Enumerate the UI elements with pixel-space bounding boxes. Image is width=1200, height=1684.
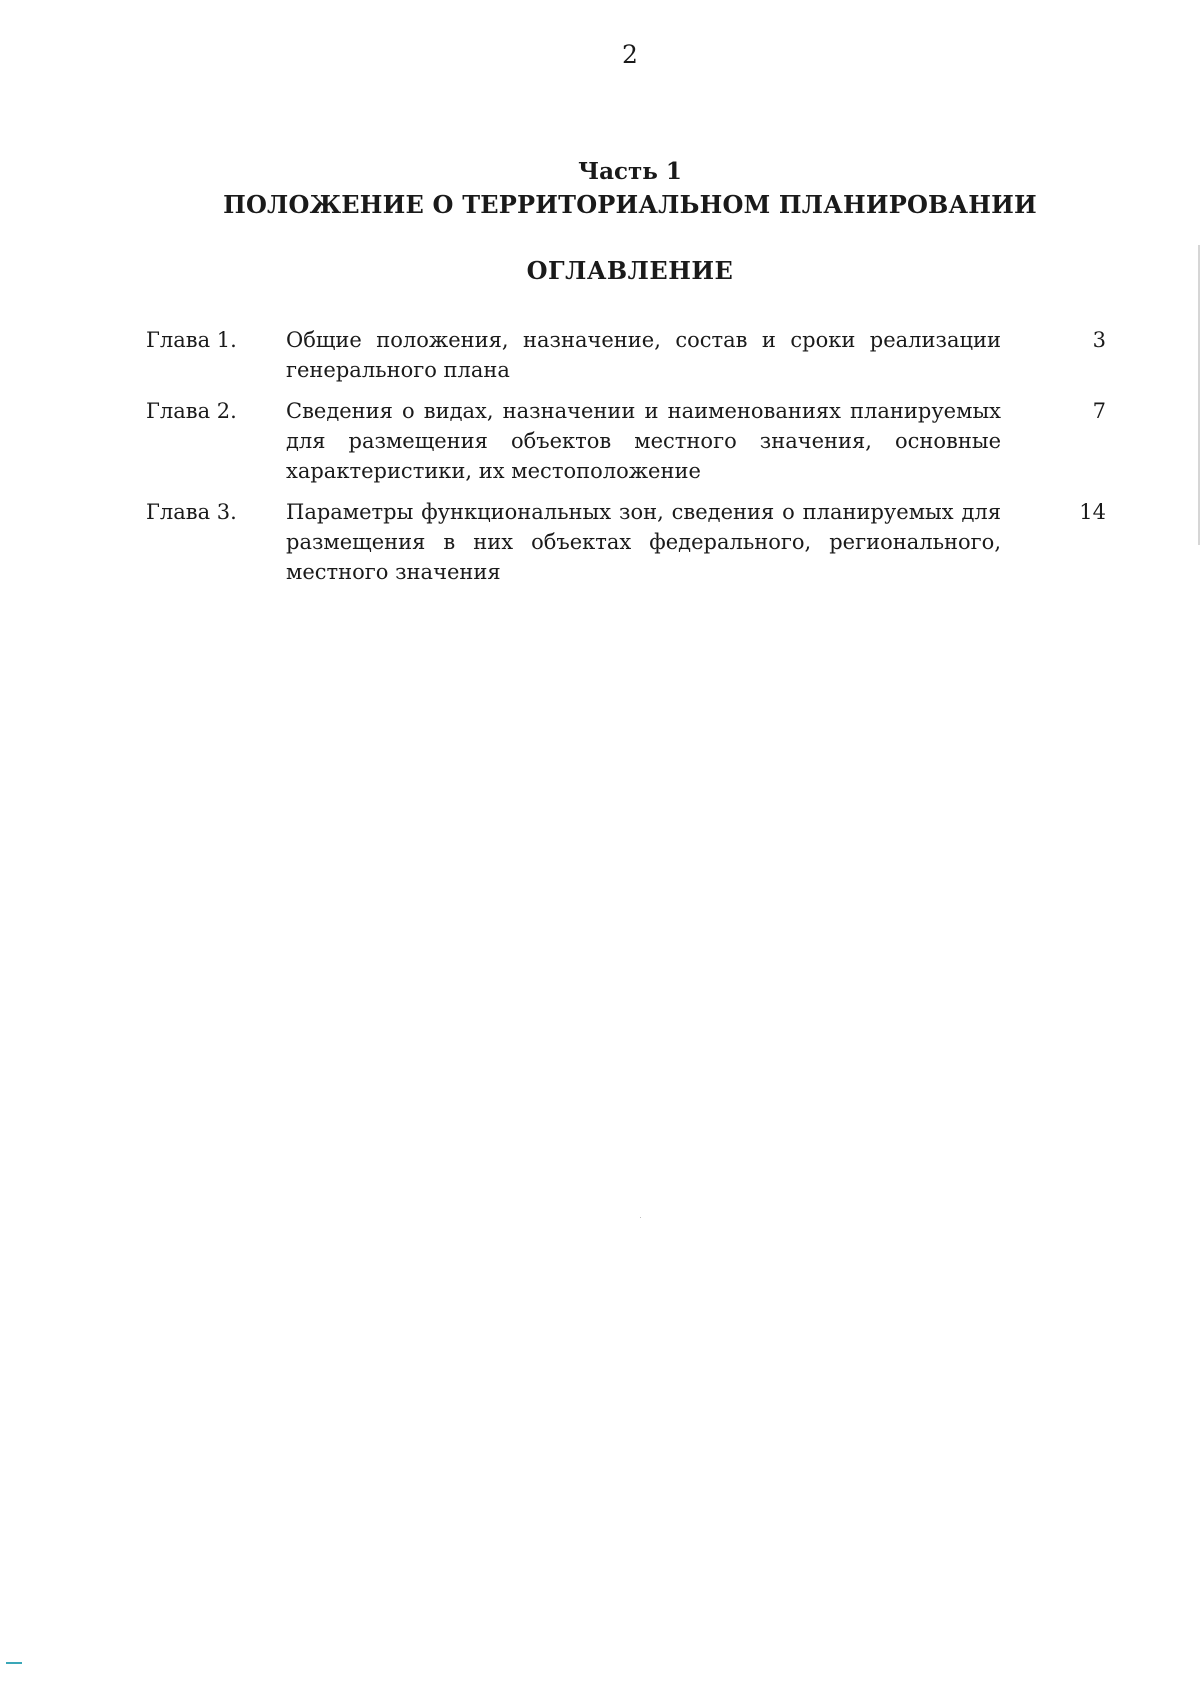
- scan-speck: [640, 1217, 641, 1218]
- scan-edge-mark: [6, 1662, 22, 1664]
- toc-heading: ОГЛАВЛЕНИЕ: [526, 256, 734, 285]
- part-subtitle: ПОЛОЖЕНИЕ О ТЕРРИТОРИАЛЬНОМ ПЛАНИРОВАНИИ: [223, 190, 1037, 219]
- toc-chapter-label: Глава 1.: [146, 328, 237, 352]
- toc-page-number: 14: [1079, 500, 1106, 524]
- toc-page-number: 7: [1092, 399, 1106, 423]
- toc-chapter-label: Глава 2.: [146, 399, 237, 423]
- toc-entry: [146, 396, 1106, 486]
- toc-page-number: 3: [1092, 328, 1106, 352]
- toc-entry: [146, 497, 1106, 587]
- toc-entry: [146, 325, 1106, 385]
- toc-entry-title: Общие положения, назначение, состав и сроки реализации генерального плана: [286, 328, 1001, 382]
- table-of-contents: [146, 325, 1106, 598]
- toc-entry-title: Параметры функциональных зон, сведения о планируемых для размещения в них объектах федерального, регионального, местного значения: [286, 500, 1001, 584]
- part-title: Часть 1: [578, 158, 682, 185]
- toc-chapter-label: Глава 3.: [146, 500, 237, 524]
- page-number: 2: [622, 40, 638, 69]
- toc-entry-title: Сведения о видах, назначении и наименованиях планируемых для размещения объектов местного значения, основные характеристики, их местоположение: [286, 399, 1001, 483]
